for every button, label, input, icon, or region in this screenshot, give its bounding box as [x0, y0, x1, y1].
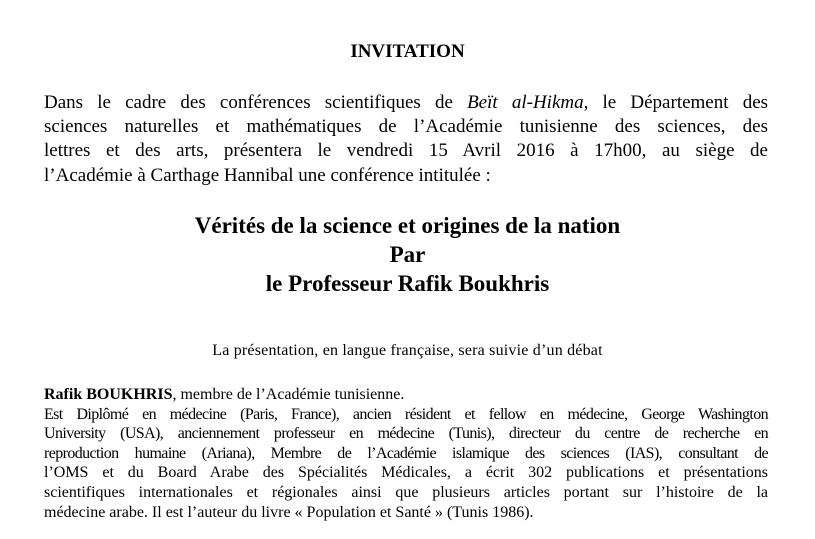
document-heading: INVITATION — [350, 41, 465, 62]
program-name: Beït al-Hikma — [467, 92, 584, 113]
bio-line: l’OMS et du Board Arabe des Spécialités Médicales, a écrit 302 publications et présentations — [44, 464, 768, 482]
bio-line: reproduction humaine (Ariana), Membre de l’Académie islamique des sciences (IAS), consultant de — [44, 444, 768, 462]
talk-title: Vérités de la science et origines de la nation — [194, 213, 621, 238]
bio-line: médecine arabe. Il est l’auteur du livre « Population et Santé » (Tunis 1986). — [44, 503, 534, 521]
talk-block — [0, 211, 815, 298]
bio-name: Rafik BOUKHRIS — [44, 386, 173, 403]
speaker-bio — [44, 385, 768, 522]
intro-line: lettres et des arts, présentera le vendredi 15 Avril 2016 à 17h00, au siège de — [44, 140, 768, 162]
bio-line: scientifiques internationales et régionales ainsi que plusieurs articles portant sur l’histoire de la — [44, 483, 768, 501]
talk-by: Par — [389, 242, 426, 267]
intro-line: sciences naturelles et mathématiques de l’Académie tunisienne des sciences, des — [44, 116, 768, 138]
intro-paragraph — [44, 91, 768, 188]
talk-speaker: le Professeur Rafik Boukhris — [265, 271, 550, 296]
bio-line: Rafik BOUKHRIS, membre de l’Académie tunisienne. — [44, 386, 405, 403]
presentation-note: La présentation, en langue française, sera suivie d’un débat — [212, 342, 603, 359]
bio-line: Est Diplômé en médecine (Paris, France), ancien résident et fellow en médecine, George Washington — [44, 405, 768, 423]
intro-line: Dans le cadre des conférences scientifiques de Beït al-Hikma, le Département des — [44, 92, 769, 113]
bio-line: University (USA), anciennement professeur en médecine (Tunis), directeur du centre de recherche en — [44, 425, 768, 443]
intro-line: l’Académie à Carthage Hannibal une conférence intitulée : — [44, 164, 491, 186]
